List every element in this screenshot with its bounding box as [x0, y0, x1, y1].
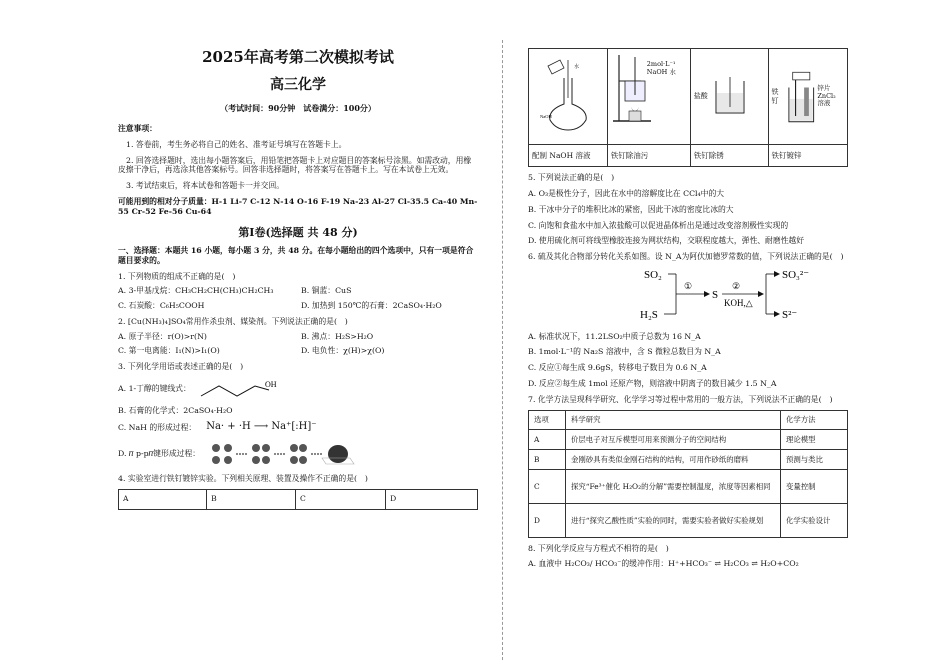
pi-bond-orbital-icon — [206, 440, 356, 468]
q6-stem: 6. 硫及其化合物部分转化关系如图。设 N_A为阿伏加德罗常数的值，下列说法正确的是( ) — [528, 251, 844, 261]
scheme-cond2: KOH,△ — [724, 297, 753, 308]
q8-stem: 8. 下列化学反应与方程式不相符的是( ) — [528, 543, 669, 553]
q2-option-c: C. 第一电离能：I₁(N)>I₁(O) — [118, 346, 220, 356]
note-item: 3. 考试结束后，将本试卷和答题卡一并交回。 — [126, 181, 285, 191]
apparatus-d-label1: 铁钉 — [771, 87, 779, 105]
q3-option-d-row — [118, 440, 478, 468]
apparatus-b-label: 2mol·L⁻¹ NaOH 水 — [646, 60, 676, 76]
q7-row-a-method: 理论模型 — [781, 429, 848, 449]
butanol-skeletal-icon — [197, 378, 287, 400]
q1-option-a: A. 3-甲基戊烷：CH₃CH₂CH(CH₃)CH₂CH₃ — [118, 286, 274, 296]
apparatus-c-label: 盐酸 — [693, 92, 708, 101]
q3-option-d: D. 𝜋 p-p𝜋键形成过程： — [118, 449, 201, 459]
exam-subtitle: 高三化学 — [270, 76, 326, 93]
scheme-so2: SO₂ — [644, 268, 662, 281]
q3-option-a: A. 1-丁醇的键线式： — [118, 383, 191, 393]
butanol-oh-label: OH — [264, 379, 277, 389]
q2-option-d: D. 电负性：χ(H)>χ(O) — [301, 346, 385, 356]
q7-header-method: 化学方法 — [781, 411, 848, 429]
apparatus-label-d: 铁钉镀锌 — [768, 145, 847, 167]
left-column — [118, 48, 478, 510]
notes-heading: 注意事项： — [118, 124, 157, 134]
apparatus-label-c: 铁钉除锈 — [690, 145, 768, 167]
section-intro: 一、选择题：本题共 16 小题，每小题 3 分，共 48 分。在每小题给出的四个选项中，只有一项是符合题目要求的。 — [118, 246, 474, 265]
q6-option-a: A. 标准状况下，11.2LSO₂中质子总数为 16 N_A — [528, 331, 701, 341]
note-item: 1. 答卷前，考生务必将自己的姓名、准考证号填写在答题卡上。 — [126, 139, 347, 149]
apparatus-d-label2: 锌片 ZnCl₂ 溶液 — [817, 84, 836, 108]
scheme-s: S — [712, 288, 719, 301]
q3-option-b: B. 石膏的化学式：2CaSO₄·H₂O — [118, 405, 233, 415]
q1-option-c: C. 石炭酸：C₆H₅COOH — [118, 301, 205, 311]
q7-row-c-research: 探究“Fe³⁺催化 H₂O₂的分解”需要控制温度，浓度等因素相同 — [566, 469, 781, 503]
q7-row-b-option: B — [529, 449, 566, 469]
q7-header-research: 科学研究 — [566, 411, 781, 429]
q1-option-b: B. 铜蓝：CuS — [301, 286, 352, 296]
q7-row-d-option: D — [529, 503, 566, 537]
scheme-h2s: H₂S — [640, 308, 658, 321]
volumetric-flask-icon — [538, 58, 598, 132]
apparatus-cell-a — [529, 49, 608, 145]
q7-stem: 7. 化学方法呈现科学研究、化学学习等过程中常用的一般方法，下列说法不正确的是( ) — [528, 394, 833, 404]
q4-col-a: A — [119, 489, 207, 509]
q4-col-b: B — [207, 489, 296, 509]
q4-option-table — [118, 489, 478, 510]
section-title: 第Ⅰ卷(选择题 共 48 分) — [238, 226, 358, 240]
q5-option-d: D. 使用硫化剂可将线型橡胶连接为网状结构，交联程度越大，弹性、耐磨性越好 — [528, 236, 805, 246]
q7-row-a-research: 价层电子对互斥模型可用来预测分子的空间结构 — [566, 429, 781, 449]
exam-title: 2025年高考第二次模拟考试 — [202, 48, 394, 66]
scheme-step2: ② — [732, 280, 741, 291]
sulfur-conversion-scheme — [528, 264, 848, 326]
q7-table — [528, 410, 848, 537]
q6-option-d: D. 反应②每生成 1mol 还原产物，则溶液中阴离子的数目减少 1.5 N_A — [528, 378, 777, 388]
apparatus-c-row — [694, 77, 765, 117]
q7-row-c-method: 变量控制 — [781, 469, 848, 503]
column-divider — [502, 40, 503, 660]
hcl-beaker-icon — [712, 77, 748, 117]
svg-text:NaOH: NaOH — [539, 114, 552, 120]
q7-header-option: 选项 — [529, 411, 566, 429]
apparatus-table — [528, 48, 848, 167]
q3-option-c-row — [118, 421, 478, 434]
q3-option-a-row — [118, 378, 478, 400]
scheme-s2: S²⁻ — [782, 308, 798, 321]
apparatus-label-a: 配制 NaOH 溶液 — [529, 145, 608, 167]
q6-option-b: B. 1mol·L⁻¹的 Na₂S 溶液中，含 S 微粒总数目为 N_A — [528, 347, 721, 357]
q7-row-b-method: 预测与类比 — [781, 449, 848, 469]
nah-formation-formula: Na· + ·H ⟶ Na⁺[:H]⁻ — [206, 421, 317, 433]
q3-stem: 3. 下列化学用语或表述正确的是( ) — [118, 362, 244, 372]
q7-row-d-method: 化学实验设计 — [781, 503, 848, 537]
q5-stem: 5. 下列说法正确的是( ) — [528, 173, 615, 183]
q1-option-d: D. 加热到 150℃的石膏：2CaSO₄·H₂O — [301, 301, 442, 311]
q5-option-b: B. 干冰中分子的堆积比冰的紧密，因此干冰的密度比冰的大 — [528, 204, 734, 214]
q4-col-c: C — [295, 489, 385, 509]
electroplating-cell-icon — [787, 69, 816, 125]
q2-option-b: B. 沸点：H₂S>H₂O — [301, 331, 374, 341]
apparatus-cell-c — [690, 49, 768, 145]
q2-option-a: A. 原子半径：r(O)>r(N) — [118, 331, 207, 341]
scheme-step1: ① — [684, 280, 693, 291]
right-column — [528, 48, 848, 569]
q7-row-d-research: 进行“探究乙酸性质”实验的同时，需要实验者做好实验规划 — [566, 503, 781, 537]
apparatus-cell-b — [607, 49, 690, 145]
scheme-so3: SO₃²⁻ — [782, 268, 810, 281]
exam-meta: （考试时间：90分钟 试卷满分：100分） — [220, 103, 376, 114]
note-item: 2. 回答选择题时，选出每小题答案后，用铅笔把答题卡上对应题目的答案标号涂黑。如需改动，用橡皮擦干净后，再选涂其他答案标号。回答非选择题时，将答案写在答题卡上。写在本试卷上无效。 — [118, 155, 472, 175]
q2-stem: 2. [Cu(NH₃)₄]SO₄常用作杀虫剂、媒染剂。下列说法正确的是( ) — [118, 316, 348, 326]
atomic-masses: 可能用到的相对分子质量：H-1 Li-7 C-12 N-14 O-16 F-19 Na-23 Al-27 Cl-35.5 Ca-40 Mn-55 Cr-52 Fe-56 Cu-64 — [118, 196, 478, 216]
q7-row-b-research: 金刚砂具有类似金刚石结构的结构，可用作砂纸的磨料 — [566, 449, 781, 469]
apparatus-label-b: 铁钉除油污 — [607, 145, 690, 167]
q7-row-a-option: A — [529, 429, 566, 449]
q4-stem: 4. 实验室进行铁钉镀锌实验。下列相关原理、装置及操作不正确的是( ) — [118, 473, 368, 483]
q5-option-c: C. 向饱和食盐水中加入浓盐酸可以促进晶体析出是通过改变溶剂极性实现的 — [528, 220, 789, 230]
q3-option-c: C. NaH 的形成过程： — [118, 422, 197, 432]
q8-option-a: A. 血液中 H₂CO₃/ HCO₃⁻的缓冲作用：H⁺+HCO₃⁻ ⇌ H₂CO₃ ⇌ H₂O+CO₂ — [528, 559, 799, 569]
q5-option-a: A. O₃是极性分子，因此在水中的溶解度比在 CCl₄中的大 — [528, 189, 725, 199]
q6-option-c: C. 反应①每生成 9.6gS，转移电子数目为 0.6 N_A — [528, 363, 707, 373]
q4-col-d: D — [386, 489, 478, 509]
svg-text:水: 水 — [573, 65, 579, 71]
q1-stem: 1. 下列物质的组成不正确的是( ) — [118, 271, 236, 281]
apparatus-cell-d — [768, 49, 847, 145]
q7-row-c-option: C — [529, 469, 566, 503]
apparatus-d-row — [772, 69, 844, 125]
